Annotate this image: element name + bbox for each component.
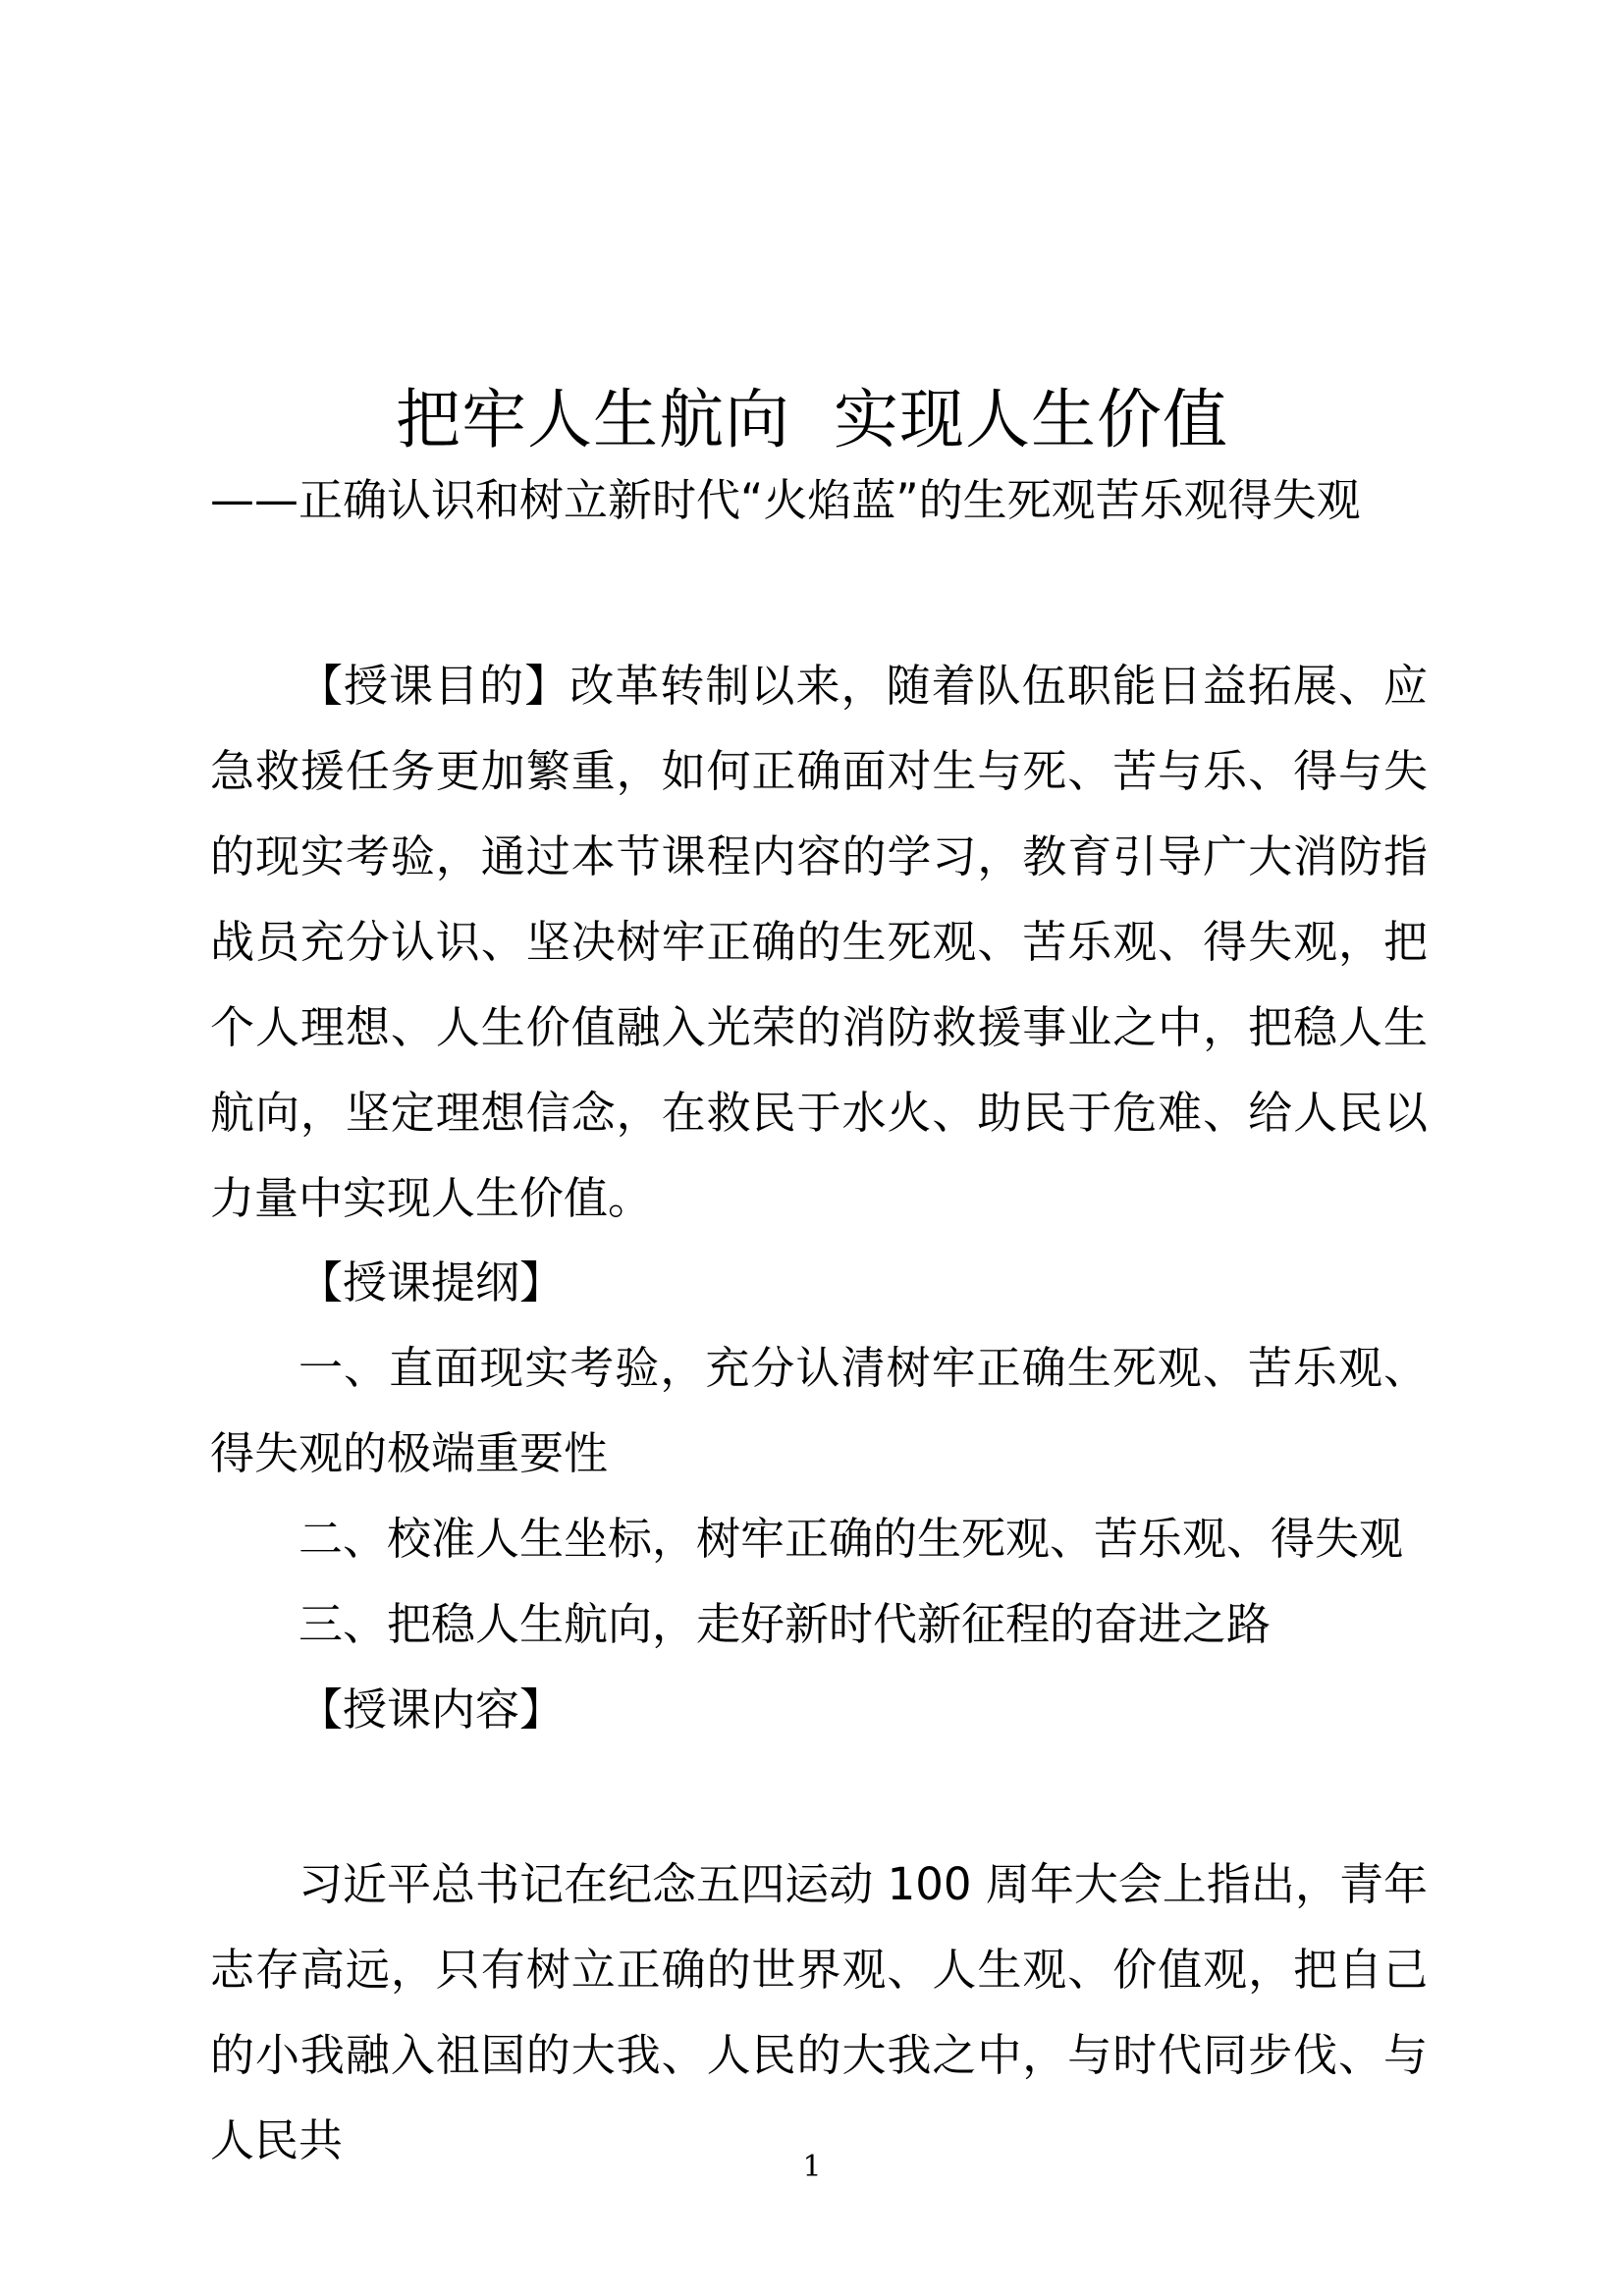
content-paragraph: 习近平总书记在纪念五四运动 100 周年大会上指出，青年志存高远，只有树立正确的世界观、人生观、价值观，把自己的小我融入祖国的大我、人民的大我之中，与时代同步伐、与人民共 (210, 1858, 1428, 2166)
purpose-paragraph: 【授课目的】改革转制以来，随着队伍职能日益拓展、应急救援任务更加繁重，如何正确面对生与死、苦与乐、得与失的现实考验，通过本节课程内容的学习，教育引导广大消防指战员充分认识、坚决树牢正确的生死观、苦乐观、得失观，把个人理想、人生价值融入光荣的消防救援事业之中，把稳人生航向，坚定理想信念，在救民于水火、助民于危难、给人民以力量中实现人生价值。 (210, 660, 1428, 1224)
document-title: 把牢人生航向 实现人生价值 (396, 382, 1228, 457)
page-number: 1 (802, 2150, 822, 2184)
outline-item-1: 一、直面现实考验，充分认清树牢正确生死观、苦乐观、得失观的极端重要性 (210, 1342, 1428, 1479)
outline-item-3: 三、把稳人生航向，走好新时代新征程的奋进之路 (298, 1598, 1272, 1650)
outline-item-2: 二、校准人生坐标，树牢正确的生死观、苦乐观、得失观 (298, 1513, 1404, 1565)
document-subtitle: ——正确认识和树立新时代“火焰蓝”的生死观苦乐观得失观 (210, 474, 1361, 526)
outline-heading: 【授课提纲】 (298, 1256, 565, 1308)
content-heading: 【授课内容】 (298, 1683, 565, 1735)
